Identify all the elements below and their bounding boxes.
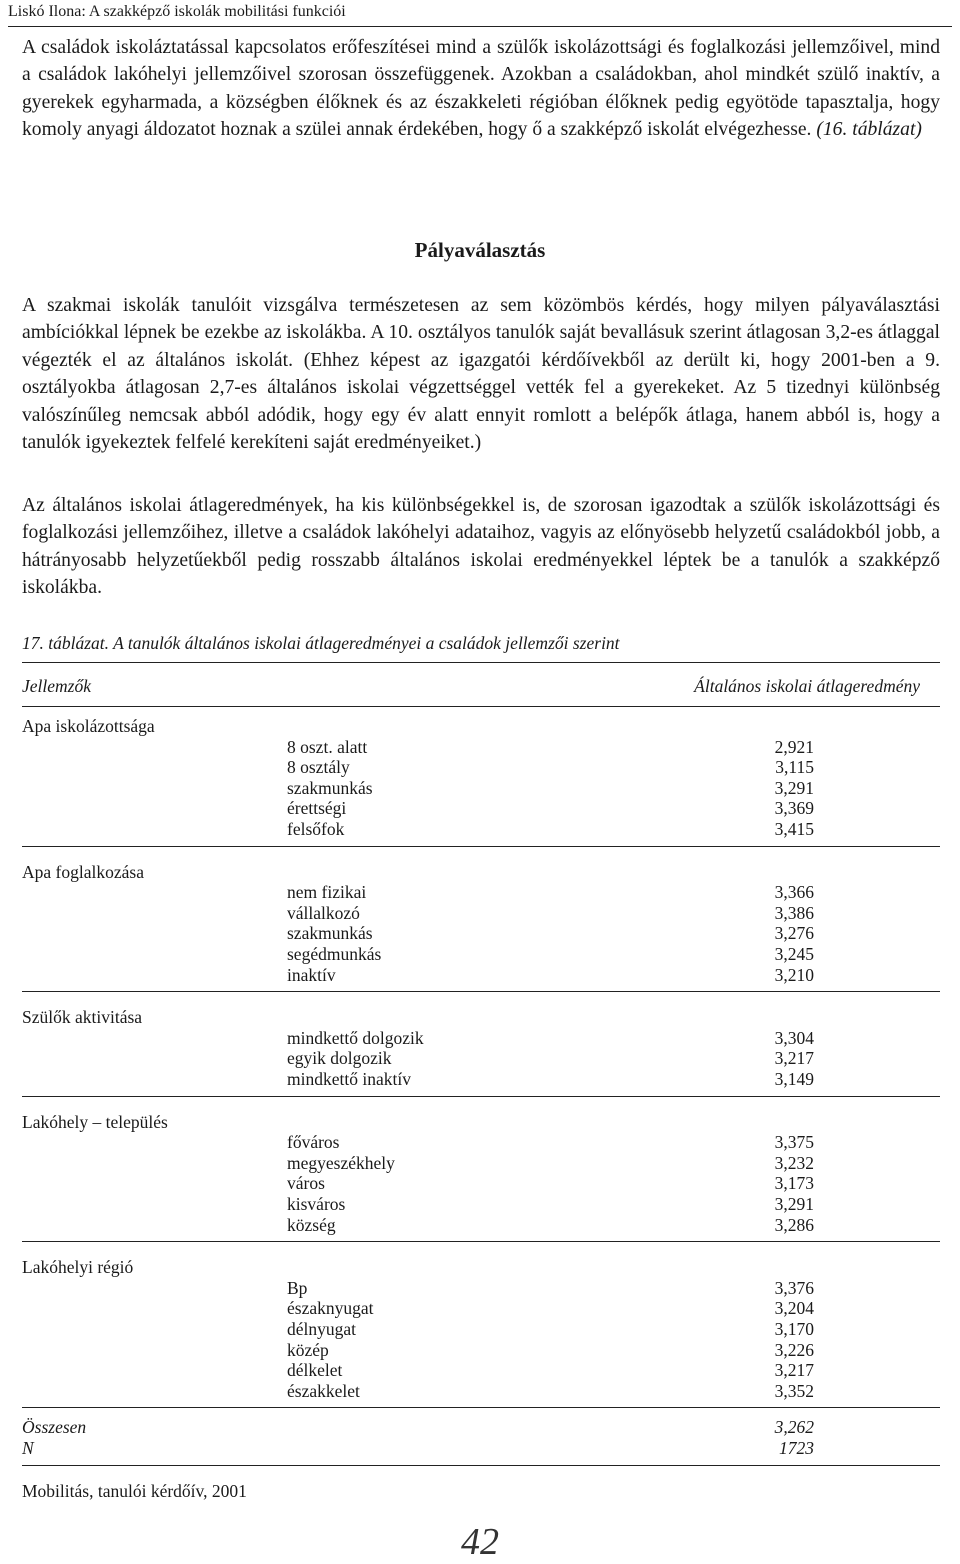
table-group-label: Apa iskolázottsága bbox=[22, 716, 155, 736]
table-group-rule bbox=[22, 1407, 940, 1408]
table-caption: 17. táblázat. A tanulók általános iskolai átlageredményei a családok jellemzői szerint bbox=[22, 633, 620, 653]
table-top-rule bbox=[22, 662, 940, 663]
table-row-label: kisváros bbox=[287, 1194, 346, 1214]
table-bottom-rule bbox=[22, 1465, 940, 1466]
section-title: Pályaválasztás bbox=[414, 238, 546, 262]
table-row-value: 3,376 bbox=[774, 1277, 814, 1298]
table-row-value: 3,369 bbox=[774, 798, 814, 819]
table-group-rule bbox=[22, 1096, 940, 1097]
page-number: 42 bbox=[461, 1521, 499, 1563]
table-group-label: Lakóhely – település bbox=[22, 1111, 168, 1132]
table-row-value: 3,245 bbox=[774, 944, 814, 964]
table-row-label: közép bbox=[287, 1339, 329, 1360]
column-header-average: Általános iskolai átlageredmény bbox=[694, 676, 920, 696]
table-row-value: 3,204 bbox=[774, 1298, 814, 1319]
table-row-label: északkelet bbox=[287, 1380, 360, 1401]
table-row-label: érettségi bbox=[287, 798, 347, 819]
table-row-label: mindkettő inaktív bbox=[287, 1069, 411, 1089]
table-row-value: 3,304 bbox=[774, 1027, 814, 1048]
table-group-rule bbox=[22, 1241, 940, 1242]
table-row-value: 3,232 bbox=[774, 1152, 814, 1173]
table-row-value: 3,415 bbox=[774, 819, 814, 839]
table-row-value: 3,217 bbox=[774, 1048, 814, 1069]
table-row-label: 8 osztály bbox=[287, 757, 350, 778]
table-row-label: inaktív bbox=[287, 964, 336, 985]
body-paragraph-1: A szakmai iskolák tanulóit vizsgálva természetesen az sem közömbös kérdés, hogy milyen pályaválasztási ambíciókkal lépnek be ezekbe az iskolákba. A 10. osztályos tanulók saját bevallásuk szerint átlagosan 3,2-es átlaggal végezték el az általános iskolát. (Ehhez képest az igazgatói kérdőívekből az derült ki, hogy 2001-ben a 9. osztályokba átlagosan 2,7-es általános iskolai végzettséggel vették fel a gyerekeket. Az 5 tizednyi különbség valószínűleg nemcsak abból adódik, hogy egy év alatt ennyit romlott a belépők átlaga, hanem abból is, hogy a tanulók igyekeztek felfelé kerekíteni saját eredményeiket.) bbox=[22, 295, 940, 454]
table-row-value: 3,352 bbox=[774, 1380, 814, 1401]
table-total-value: 3,262 bbox=[774, 1417, 814, 1438]
table-total-value: 1723 bbox=[779, 1438, 814, 1458]
table-row-value: 3,386 bbox=[774, 902, 814, 923]
table-group-rule bbox=[22, 846, 940, 847]
table-group-rule bbox=[22, 991, 940, 992]
table-row-label: szakmunkás bbox=[287, 923, 373, 944]
table-group-label: Lakóhelyi régió bbox=[22, 1257, 134, 1278]
table-row-label: segédmunkás bbox=[287, 944, 382, 964]
table-group-label: Szülők aktivitása bbox=[22, 1007, 143, 1028]
intro-paragraph bbox=[22, 34, 940, 144]
table-group-label: Apa foglalkozása bbox=[22, 861, 144, 882]
table-row-value: 3,170 bbox=[774, 1319, 814, 1339]
table-row-label: 8 oszt. alatt bbox=[287, 736, 368, 757]
table-row-label: főváros bbox=[287, 1132, 340, 1153]
table-row-label: felsőfok bbox=[287, 819, 345, 839]
table-row-label: vállalkozó bbox=[287, 902, 360, 923]
running-header: Liskó Ilona: A szakképző iskolák mobilitási funkciói bbox=[8, 2, 952, 27]
table-row-value: 3,286 bbox=[774, 1214, 814, 1235]
table-row-value: 3,375 bbox=[774, 1132, 814, 1153]
table-row-value: 3,291 bbox=[774, 777, 814, 798]
table-row-label: Bp bbox=[287, 1277, 308, 1298]
table-row-label: nem fizikai bbox=[287, 882, 367, 903]
body-paragraph-2: Az általános iskolai átlageredmények, ha kis különbségekkel is, de szorosan igazodtak a szülők iskolázottsági és foglalkozási jellemzőihez, illetve a családok lakóhelyi adataihoz, vagyis az előnyösebb helyzetű családokból jobb, a hátrányosabb helyzetűekből pedig rosszabb általános iskolai eredményekkel léptek be a tanulók a szakképző iskolákba. bbox=[22, 495, 940, 599]
table-row-value: 3,291 bbox=[774, 1194, 814, 1214]
table-row-value: 3,173 bbox=[774, 1173, 814, 1194]
table-row-value: 3,149 bbox=[774, 1069, 814, 1089]
table-header-rule bbox=[22, 706, 940, 707]
table-reference: (16. táblázat) bbox=[816, 119, 922, 141]
table-row-label: község bbox=[287, 1214, 336, 1235]
table-row-label: délnyugat bbox=[287, 1319, 357, 1339]
table-total-label: Összesen bbox=[22, 1417, 87, 1438]
intro-paragraph-text: A családok iskoláztatással kapcsolatos erőfeszítései mind a szülők iskolázottsági és foglalkozási jellemzőivel, mind a családok lakóhelyi jellemzőivel szorosan összefüggenek. Azokban a családokban, ahol mindkét szülő inaktív, a gyerekek egyharmada, a községben élőknek és az északkeleti régióban élőknek pedig egyötöde tapasztalja, hogy komoly anyagi áldozatot hoznak a szülei annak érdekében, hogy ő a szakképző iskolát elvégezhesse. bbox=[22, 37, 940, 141]
table-row-value: 3,226 bbox=[774, 1339, 814, 1360]
table-row-value: 2,921 bbox=[774, 736, 814, 757]
table-source: Mobilitás, tanulói kérdőív, 2001 bbox=[22, 1481, 247, 1501]
table-total-label: N bbox=[22, 1438, 34, 1458]
table-row-label: mindkettő dolgozik bbox=[287, 1027, 424, 1048]
table-row-label: egyik dolgozik bbox=[287, 1048, 392, 1069]
table-row-label: megyeszékhely bbox=[287, 1152, 395, 1173]
column-header-characteristics: Jellemzők bbox=[22, 676, 91, 696]
table-row-value: 3,276 bbox=[774, 923, 814, 944]
table-row-value: 3,115 bbox=[775, 757, 814, 778]
table-row-value: 3,210 bbox=[774, 964, 814, 985]
table-row-label: város bbox=[287, 1173, 325, 1194]
table-row-label: északnyugat bbox=[287, 1298, 374, 1319]
table-row-value: 3,217 bbox=[774, 1360, 814, 1381]
table-row-value: 3,366 bbox=[774, 882, 814, 903]
table-row-label: szakmunkás bbox=[287, 777, 373, 798]
table-row-label: délkelet bbox=[287, 1360, 343, 1381]
